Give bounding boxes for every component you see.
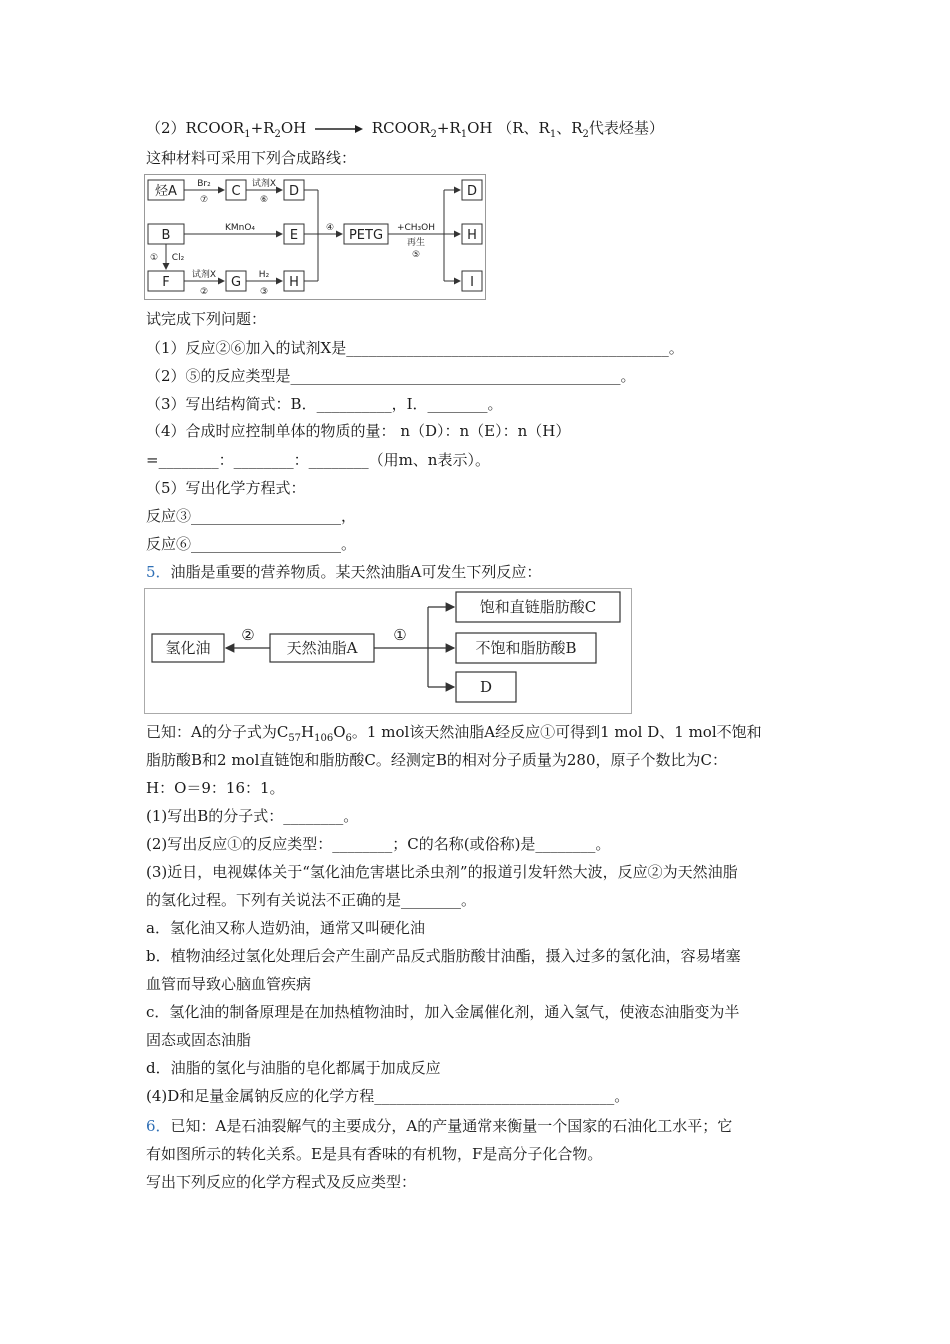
label-h2: H₂ (258, 270, 270, 280)
known-reaction-2: $(2)RCOOR_1+R_2OH$ $RCOOR_2+R_1OH$ （R、$R_1$、$R_2$代表烃基） (146, 119, 664, 140)
box-natural-oil-a: 天然油脂A (286, 639, 358, 657)
label-reagent-x-bottom: 试剂X (191, 270, 217, 280)
box-d: D (288, 184, 300, 199)
label-step-3: ③ (259, 287, 269, 297)
q5-option-c-cont: 固态或固态油脂 (146, 1031, 252, 1049)
q5-known-2: 脂肪酸B和2 mol直链饱和脂肪酸C。经测定B的相对分子质量为280，原子个数比为C： (146, 751, 727, 769)
q4-item-5: （5）写出化学方程式： (146, 479, 306, 497)
box-i-product: I (470, 275, 474, 290)
label-step-2: ② (241, 626, 255, 644)
q4-intro: 试完成下列问题： (146, 310, 267, 328)
q5-option-c: c．氢化油的制备原理是在加热植物油时，加入金属催化剂，通入氢气，使液态油脂变为半 (146, 1003, 740, 1021)
box-b: B (161, 228, 171, 243)
label-regenerate: 再生 (406, 238, 426, 248)
q6-line-1: 6．已知：A是石油裂解气的主要成分，A的产量通常来衡量一个国家的石油化工水平；它 (146, 1117, 733, 1135)
box-c: C (231, 184, 241, 199)
q4-item-3: （3）写出结构简式：B．__________，I．________。 (146, 395, 503, 413)
label-step-4: ④ (325, 223, 335, 233)
q4-item-5a: 反应③____________________， (146, 507, 357, 525)
q5-option-b: b．植物油经过氢化处理后会产生副产品反式脂肪酸甘油酯，摄入过多的氢化油，容易堵塞 (146, 947, 741, 965)
q5-known-1: 已知：A的分子式为$C_{57}H_{106}O_6$。1 mol该天然油脂A经反应①可得到1 mol D、1 mol不饱和 (146, 723, 762, 744)
label-step-1: ① (393, 626, 407, 644)
box-petg: PETG (348, 228, 384, 243)
q5-option-b-cont: 血管而导致心脑血管疾病 (146, 975, 312, 993)
q4-item-4: （4）合成时应控制单体的物质的量： n（D）：n（E）：n（H） (146, 422, 571, 440)
q5-item-3b: 的氢化过程。下列有关说法不正确的是________。 (146, 891, 477, 909)
box-saturated-acid-c: 饱和直链脂肪酸C (479, 598, 597, 616)
box-unsaturated-acid-b: 不饱和脂肪酸B (475, 639, 577, 657)
q5-number: 5． (146, 563, 171, 581)
q4-item-4b: =________：________：________（用m、n表示）。 (146, 451, 490, 469)
q5-item-1: (1)写出B的分子式：________。 (146, 807, 359, 825)
oil-reaction-diagram (144, 588, 632, 714)
label-ch3oh: +CH₃OH (396, 223, 436, 233)
q4-item-5b: 反应⑥____________________。 (146, 535, 357, 553)
label-reagent-x-top: 试剂X (251, 179, 277, 189)
q5-known-3: H：O＝9：16：1。 (146, 779, 285, 797)
petg-synthesis-diagram (144, 174, 486, 300)
box-hydrogenated-oil: 氢化油 (165, 639, 211, 657)
q5-option-a: a．氢化油又称人造奶油，通常又叫硬化油 (146, 919, 425, 937)
label-kmno4: KMnO₄ (224, 223, 256, 233)
label-step-1: ① (149, 253, 159, 263)
q5-item-2: (2)写出反应①的反应类型：________；C的名称(或俗称)是________。 (146, 835, 611, 853)
q6-number: 6． (146, 1117, 171, 1135)
box-product-d: D (479, 678, 493, 696)
q5-stem: 5．油脂是重要的营养物质。某天然油脂A可发生下列反应： (146, 563, 542, 581)
label-step-5: ⑤ (411, 250, 421, 260)
route-intro: 这种材料可采用下列合成路线： (146, 149, 357, 167)
q4-item-2: （2）⑤的反应类型是____________________________________________。 (146, 367, 636, 385)
box-h: H (289, 275, 299, 290)
label-cl2: Cl₂ (171, 253, 185, 263)
box-hydrocarbon-a: 烃A (155, 184, 177, 199)
box-g: G (230, 275, 242, 290)
q5-item-3: (3)近日，电视媒体关于“氢化油危害堪比杀虫剂”的报道引发轩然大波，反应②为天然油脂 (146, 863, 738, 881)
label-step-2: ② (199, 287, 209, 297)
label-step-6: ⑥ (259, 195, 269, 205)
box-e: E (289, 228, 299, 243)
q5-option-d: d．油脂的氢化与油脂的皂化都属于加成反应 (146, 1059, 441, 1077)
q6-line-2: 有如图所示的转化关系。E是具有香味的有机物，F是高分子化合物。 (146, 1145, 603, 1163)
q4-item-1: （1）反应②⑥加入的试剂X是___________________________________________。 (146, 339, 684, 357)
reaction-arrow-icon (315, 123, 363, 135)
q6-line-3: 写出下列反应的化学方程式及反应类型： (146, 1173, 417, 1191)
label-br2: Br₂ (197, 179, 211, 189)
q5-item-4: (4)D和足量金属钠反应的化学方程________________________________。 (146, 1087, 630, 1105)
box-h-product: H (467, 228, 477, 243)
box-d-product: D (466, 184, 478, 199)
label-step-7: ⑦ (199, 195, 209, 205)
box-f: F (162, 275, 170, 290)
